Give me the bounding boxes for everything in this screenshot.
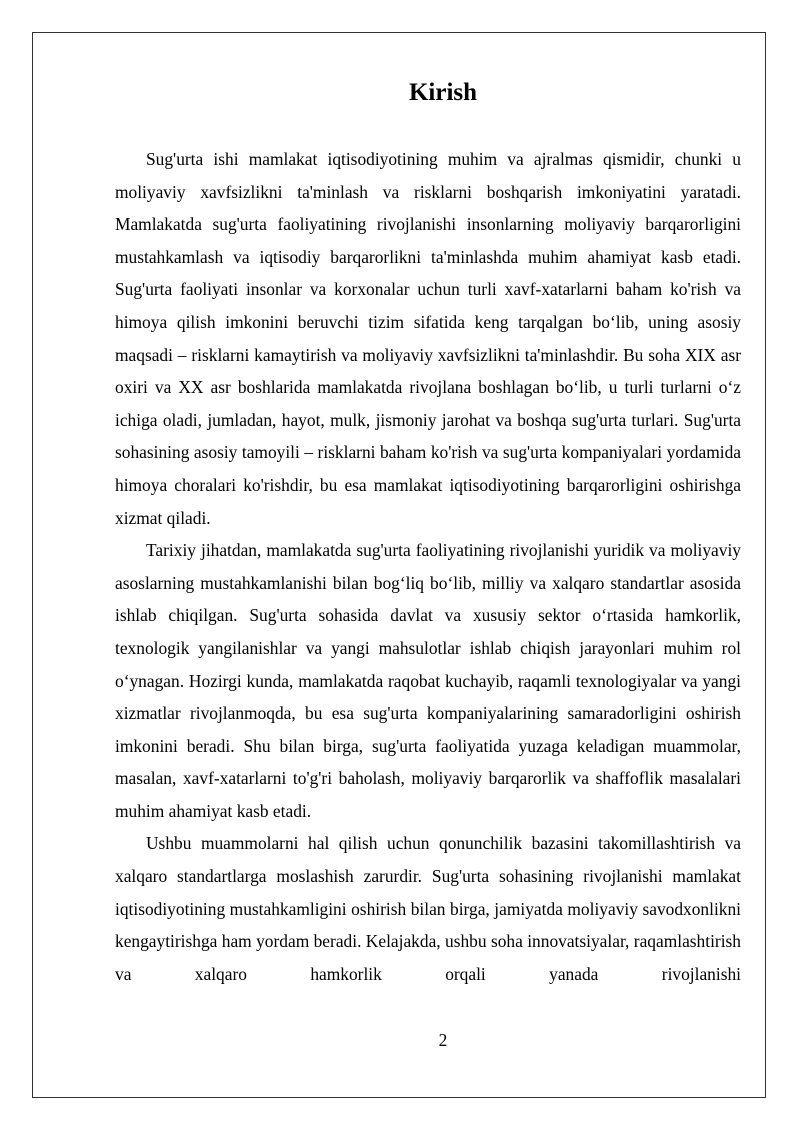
- paragraph-1: Sug'urta ishi mamlakat iqtisodiyotining muhim va ajralmas qismidir, chunki u moliyaviy xavfsizlikni ta'minlash va risklarni boshqarish imkoniyatini yaratadi. Mamlakatda sug'urta faoliyatining rivojlanishi insonlarning moliyaviy barqarorligini mustahkamlash va iqtisodiy barqarorlikni ta'minlashda muhim ahamiyat kasb etadi. Sug'urta faoliyati insonlar va korxonalar uchun turli xavf-xatarlarni baham ko'rish va himoya qilish imkonini beruvchi tizim sifatida keng tarqalgan bo‘lib, uning asosiy maqsadi – risklarni kamaytirish va moliyaviy xavfsizlikni ta'minlashdir. Bu soha XIX asr oxiri va XX asr boshlarida mamlakatda rivojlana boshlagan bo‘lib, u turli turlarni o‘z ichiga oladi, jumladan, hayot, mulk, jismoniy jarohat va boshqa sug'urta turlari. Sug'urta sohasining asosiy tamoyili – risklarni baham ko'rish va sug'urta kompaniyalari yordamida himoya choralari ko'rishdir, bu esa mamlakat iqtisodiyotining barqarorligini oshirishga xizmat qiladi.: [115, 149, 741, 528]
- paragraph-2: Tarixiy jihatdan, mamlakatda sug'urta faoliyatining rivojlanishi yuridik va moliyaviy asoslarning mustahkamlanishi bilan bog‘liq bo‘lib, milliy va xalqaro standartlar asosida ishlab chiqilgan. Sug'urta sohasida davlat va xususiy sektor o‘rtasida hamkorlik, texnologik yangilanishlar va yangi mahsulotlar ishlab chiqish jarayonlari muhim rol o‘ynagan. Hozirgi kunda, mamlakatda raqobat kuchayib, raqamli texnologiyalar va yangi xizmatlar rivojlanmoqda, bu esa sug'urta kompaniyalarining samaradorligini oshirish imkonini beradi. Shu bilan birga, sug'urta faoliyatida yuzaga keladigan muammolar, masalan, xavf-xatarlarni to'g'ri baholash, moliyaviy barqarorlik va shaffoflik masalalari muhim ahamiyat kasb etadi.: [115, 540, 741, 821]
- document-body: [115, 143, 741, 990]
- paragraph-3: Ushbu muammolarni hal qilish uchun qonunchilik bazasini takomillashtirish va xalqaro standartlarga moslashish zarurdir. Sug'urta sohasining rivojlanishi mamlakat iqtisodiyotining mustahkamligini oshirish bilan birga, jamiyatda moliyaviy savodxonlikni kengaytirishga ham yordam beradi. Kelajakda, ushbu soha innovatsiyalar, raqamlashtirish va xalqaro hamkorlik orqali yanada rivojlanishi: [115, 833, 741, 984]
- page-number: 2: [438, 1030, 448, 1050]
- page-title: Kirish: [408, 79, 478, 106]
